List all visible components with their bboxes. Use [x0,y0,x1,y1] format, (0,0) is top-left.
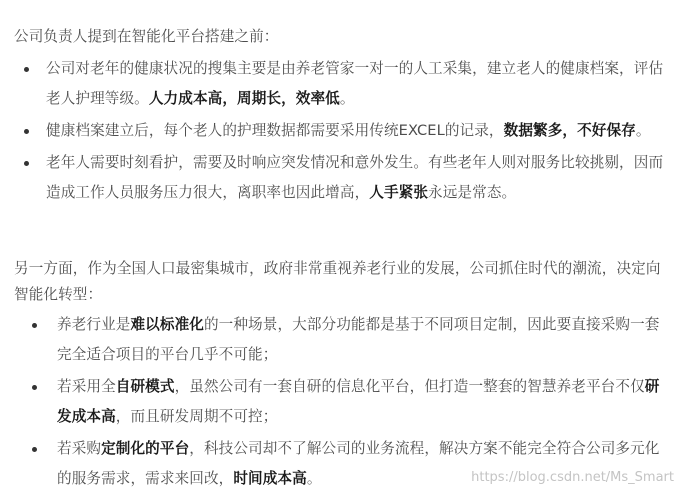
bullet-dot-icon [24,161,29,166]
bullet-dot-icon [32,447,37,452]
text-segment: 。 [339,90,355,107]
text-segment: 健康档案建立后，每个老人的护理数据都需要采用传统EXCEL的记录， [46,122,504,139]
text-segment: 养老行业是 [57,316,131,333]
text-segment: ，而且研发周期不可控； [115,408,278,425]
text-segment: ，科技公司却不了解公司的业务流程，解决方案不能完全符合公司多元化的服务需求，需求来回改， [57,440,660,487]
text-segment: 的一种场景，大部分功能都是基于不同项目定制，因此要直接采购一套完全适合项目的平台几乎不可能； [57,316,660,363]
text-segment: 。 [306,470,322,487]
bullet-text [46,122,651,139]
list-item [57,372,674,432]
bullet-text [46,154,663,201]
list-item [46,148,674,208]
watermark: https://blog.csdn.net/Ms_Smart [471,470,674,485]
bullet-dot-icon [32,323,37,328]
section2-bullet-list [57,310,674,494]
bullet-dot-icon [32,385,37,390]
list-item [57,434,674,494]
bullet-text [46,60,663,107]
section1-bullet-list [46,54,674,208]
text-segment: 公司对老年的健康状况的搜集主要是由养老管家一对一的人工采集，建立老人的健康档案，评估老人护理等级。 [46,60,664,107]
bold-segment: 人力成本高，周期长，效率低 [148,90,340,107]
text-segment: 。 [635,122,651,139]
text-segment: 若采用全 [57,378,116,395]
section2-intro: 另一方面，作为全国人口最密集城市，政府非常重视养老行业的发展，公司抓住时代的潮流，决定向智能化转型： [14,260,661,303]
bullet-text [57,378,659,425]
section1-intro: 公司负责人提到在智能化平台搭建之前： [14,28,279,45]
text-segment: ，虽然公司有一套自研的信息化平台，但打造一整套的智慧养老平台不仅 [174,378,645,395]
list-item [57,310,674,370]
bullet-dot-icon [24,129,29,134]
text-segment: 老年人需要时刻看护，需要及时响应突发情况和意外发生。有些老年人则对服务比较挑剔，因而造成工作人员服务压力很大，离职率也因此增高， [46,154,664,201]
list-item [46,116,674,146]
text-segment: 永远是常态。 [428,184,517,201]
bold-segment: 难以标准化 [130,316,204,333]
bold-segment: 时间成本高 [233,470,307,487]
bold-segment: 人手紧张 [369,184,429,201]
bold-segment: 定制化的平台 [101,440,190,457]
text-segment: 若采购 [57,440,102,457]
bullet-dot-icon [24,67,29,72]
bold-segment: 自研模式 [115,378,175,395]
bold-segment: 研发成本高 [57,378,660,425]
bullet-text [57,316,659,363]
bold-segment: 数据繁多，不好保存 [503,122,636,139]
list-item [46,54,674,114]
